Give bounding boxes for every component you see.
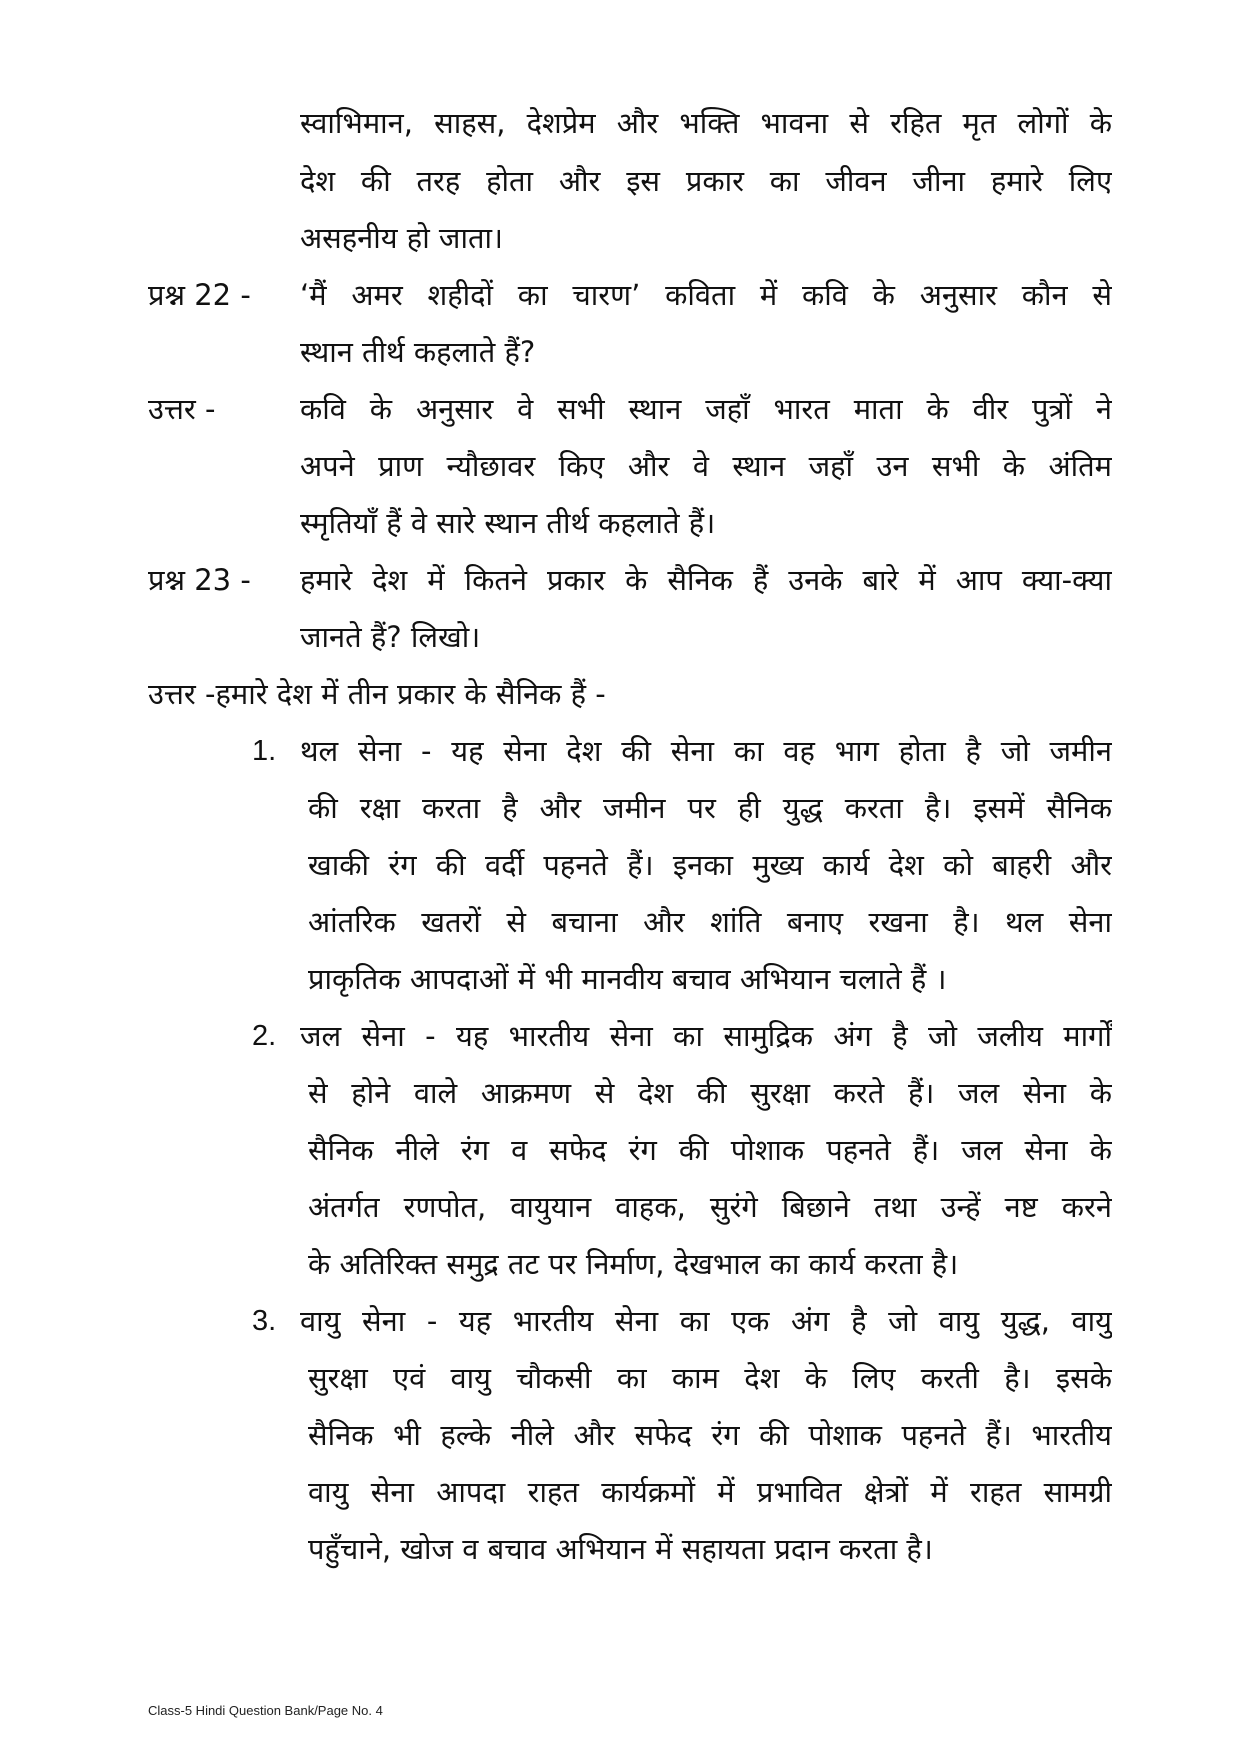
- answer-22-text: अपने प्राण न्यौछावर किए और वे स्थान जहाँ उन सभी के अंतिम: [300, 449, 1112, 483]
- question-23-label: प्रश्न 23 -: [148, 563, 251, 597]
- list-item-number: 2.: [252, 1020, 277, 1052]
- list-item-text: सैनिक भी हल्के नीले और सफेद रंग की पोशाक पहनते हैं। भारतीय: [308, 1418, 1112, 1452]
- answer-23-intro: उत्तर -हमारे देश में तीन प्रकार के सैनिक हैं -: [148, 677, 606, 711]
- page-footer: Class-5 Hindi Question Bank/Page No. 4: [148, 1703, 383, 1718]
- list-item-text: वायु सेना आपदा राहत कार्यक्रमों में प्रभावित क्षेत्रों में राहत सामग्री: [308, 1475, 1112, 1509]
- question-22-label: प्रश्न 22 -: [148, 278, 251, 312]
- list-item-text: की रक्षा करता है और जमीन पर ही युद्ध करता है। इसमें सैनिक: [308, 791, 1112, 825]
- answer-22-text: स्मृतियाँ हैं वे सारे स्थान तीर्थ कहलाते हैं।: [300, 506, 716, 540]
- intro-answer-line: असहनीय हो जाता।: [300, 221, 503, 255]
- list-item-number: 3.: [252, 1305, 277, 1337]
- answer-22-label: उत्तर -: [148, 392, 216, 426]
- list-item-text: सैनिक नीले रंग व सफेद रंग की पोशाक पहनते हैं। जल सेना के: [308, 1133, 1112, 1167]
- question-22-text: स्थान तीर्थ कहलाते हैं?: [300, 335, 536, 369]
- list-item-text: के अतिरिक्त समुद्र तट पर निर्माण, देखभाल का कार्य करता है।: [308, 1247, 959, 1281]
- intro-answer-line: देश की तरह होता और इस प्रकार का जीवन जीना हमारे लिए: [300, 164, 1112, 198]
- list-item-text: थल सेना - यह सेना देश की सेना का वह भाग होता है जो जमीन: [300, 734, 1112, 768]
- list-item-text: वायु सेना - यह भारतीय सेना का एक अंग है जो वायु युद्ध, वायु: [300, 1304, 1112, 1338]
- list-item-text: आंतरिक खतरों से बचाना और शांति बनाए रखना है। थल सेना: [308, 905, 1112, 939]
- list-item-text: से होने वाले आक्रमण से देश की सुरक्षा करते हैं। जल सेना के: [308, 1076, 1112, 1110]
- list-item-text: प्राकृतिक आपदाओं में भी मानवीय बचाव अभियान चलाते हैं ।: [308, 962, 947, 996]
- list-item-text: खाकी रंग की वर्दी पहनते हैं। इनका मुख्य कार्य देश को बाहरी और: [308, 848, 1112, 882]
- intro-answer-line: स्वाभिमान, साहस, देशप्रेम और भक्ति भावना से रहित मृत लोगों के: [300, 106, 1112, 140]
- list-item-text: पहुँचाने, खोज व बचाव अभियान में सहायता प्रदान करता है।: [308, 1532, 933, 1566]
- question-23-text: जानते हैं? लिखो।: [300, 620, 481, 654]
- list-item-text: सुरक्षा एवं वायु चौकसी का काम देश के लिए करती है। इसके: [308, 1361, 1112, 1395]
- list-item-number: 1.: [252, 735, 277, 767]
- list-item-text: अंतर्गत रणपोत, वायुयान वाहक, सुरंगे बिछाने तथा उन्हें नष्ट करने: [308, 1190, 1112, 1224]
- question-22-text: ‘मैं अमर शहीदों का चारण’ कविता में कवि के अनुसार कौन से: [300, 278, 1112, 312]
- answer-22-text: कवि के अनुसार वे सभी स्थान जहाँ भारत माता के वीर पुत्रों ने: [300, 392, 1112, 426]
- question-23-text: हमारे देश में कितने प्रकार के सैनिक हैं उनके बारे में आप क्या-क्या: [300, 563, 1112, 597]
- list-item-text: जल सेना - यह भारतीय सेना का सामुद्रिक अंग है जो जलीय मार्गों: [300, 1019, 1112, 1053]
